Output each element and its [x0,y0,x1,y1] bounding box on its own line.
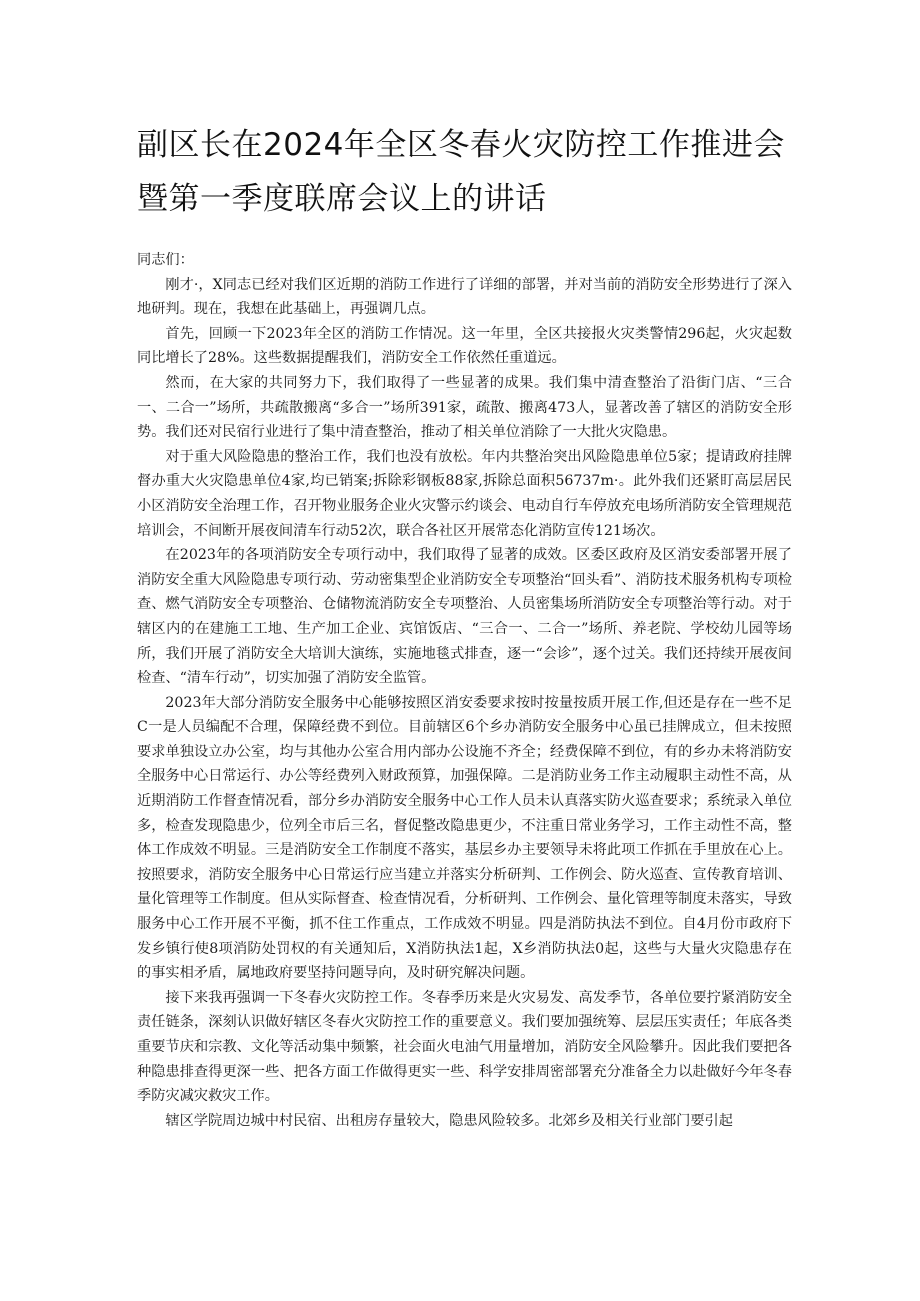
paragraph: 接下来我再强调一下冬春火灾防控工作。冬春季历来是火灾易发、高发季节，各单位要拧紧消防安全责任链条，深刻认识做好辖区冬春火灾防控工作的重要意义。我们要加强统筹、层层压实责任；年底各类重要节庆和宗教、文化等活动集中频繁，社会面火电油气用量增加，消防安全风险攀升。因此我们要把各种隐患排查得更深一些、把各方面工作做得更实一些、科学安排周密部署充分准备全力以赴做好今年冬春季防灾减灾救灾工作。 [137,989,792,1105]
paragraph: 在2023年的各项消防安全专项行动中，我们取得了显著的成效。区委区政府及区消安委部署开展了消防安全重大风险隐患专项行动、劳动密集型企业消防安全专项整治“回头看”、消防技术服务机构专项检查、燃气消防安全专项整治、仓储物流消防安全专项整治、人员密集场所消防安全专项整治等行动。对于辖区内的在建施工工地、生产加工企业、宾馆饭店、“三合一、二合一”场所、养老院、学校幼儿园等场所，我们开展了消防安全大培训大演练，实施地毯式排查，逐一“会诊”，逐个过关。我们还持续开展夜间检查、“清车行动”，切实加强了消防安全监管。 [137,547,792,687]
paragraph: 刚才·，X同志已经对我们区近期的消防工作进行了详细的部署，并对当前的消防安全形势进行了深入地研判。现在，我想在此基础上，再强调几点。 [137,276,792,318]
document-title: 副区长在2024年全区冬春火灾防控工作推进会暨第一季度联席会议上的讲话 [137,127,785,217]
paragraph: 辖区学院周边城中村民宿、出租房存量较大，隐患风险较多。北郊乡及相关行业部门要引起 [165,1112,733,1129]
paragraph: 对于重大风险隐患的整治工作，我们也没有放松。年内共整治突出风险隐患单位5家；提请政府挂牌督办重大火灾隐患单位4家,均已销案;拆除彩钢板88家,拆除总面积56737m·。此外我们还紧盯高层居民小区消防安全治理工作，召开物业服务企业火灾警示约谈会、电动自行车停放充电场所消防安全管理规范培训会，不间断开展夜间清车行动52次，联合各社区开展常态化消防宣传121场次。 [137,448,792,539]
paragraph: 首先，回顾一下2023年全区的消防工作情况。这一年里，全区共接报火灾类警情296起，火灾起数同比增长了28%。这些数据提醒我们，消防安全工作依然任重道远。 [137,325,792,367]
greeting: 同志们： [137,252,194,268]
paragraph: 然而，在大家的共同努力下，我们取得了一些显著的成果。我们集中清查整治了沿街门店、“三合一、二合一”场所，共疏散搬离“多合一”场所391家，疏散、搬离473人，显著改善了辖区的消防安全形势。我们还对民宿行业进行了集中清查整治，推动了相关单位消除了一大批火灾隐患。 [137,374,792,441]
paragraph: 2023年大部分消防安全服务中心能够按照区消安委要求按时按量按质开展工作,但还是存在一些不足C一是人员编配不合理，保障经费不到位。目前辖区6个乡办消防安全服务中心虽已挂牌成立，但未按照要求单独设立办公室，均与其他办公室合用内部办公设施不齐全；经费保障不到位，有的乡办未将消防安全服务中心日常运行、办公等经费列入财政预算，加强保障。二是消防业务工作主动履职主动性不高，从近期消防工作督查情况看，部分乡办消防安全服务中心工作人员未认真落实防火巡查要求；系统录入单位多，检查发现隐患少，位列全市后三名，督促整改隐患更少，不注重日常业务学习，工作主动性不高，整体工作成效不明显。三是消防安全工作制度不落实，基层乡办主要领导未将此项工作抓在手里放在心上。按照要求，消防安全服务中心日常运行应当建立并落实分析研判、工作例会、防火巡查、宣传教育培训、量化管理等工作制度。但从实际督查、检查情况看，分析研判、工作例会、量化管理等制度未落实，导致服务中心工作开展不平衡，抓不住工作重点，工作成效不明显。四是消防执法不到位。自4月份市政府下发乡镇行使8项消防处罚权的有关通知后，X消防执法1起，X乡消防执法0起，这些与大量火灾隐患存在的事实相矛盾，属地政府要坚持问题导向，及时研究解决问题。 [137,694,792,982]
